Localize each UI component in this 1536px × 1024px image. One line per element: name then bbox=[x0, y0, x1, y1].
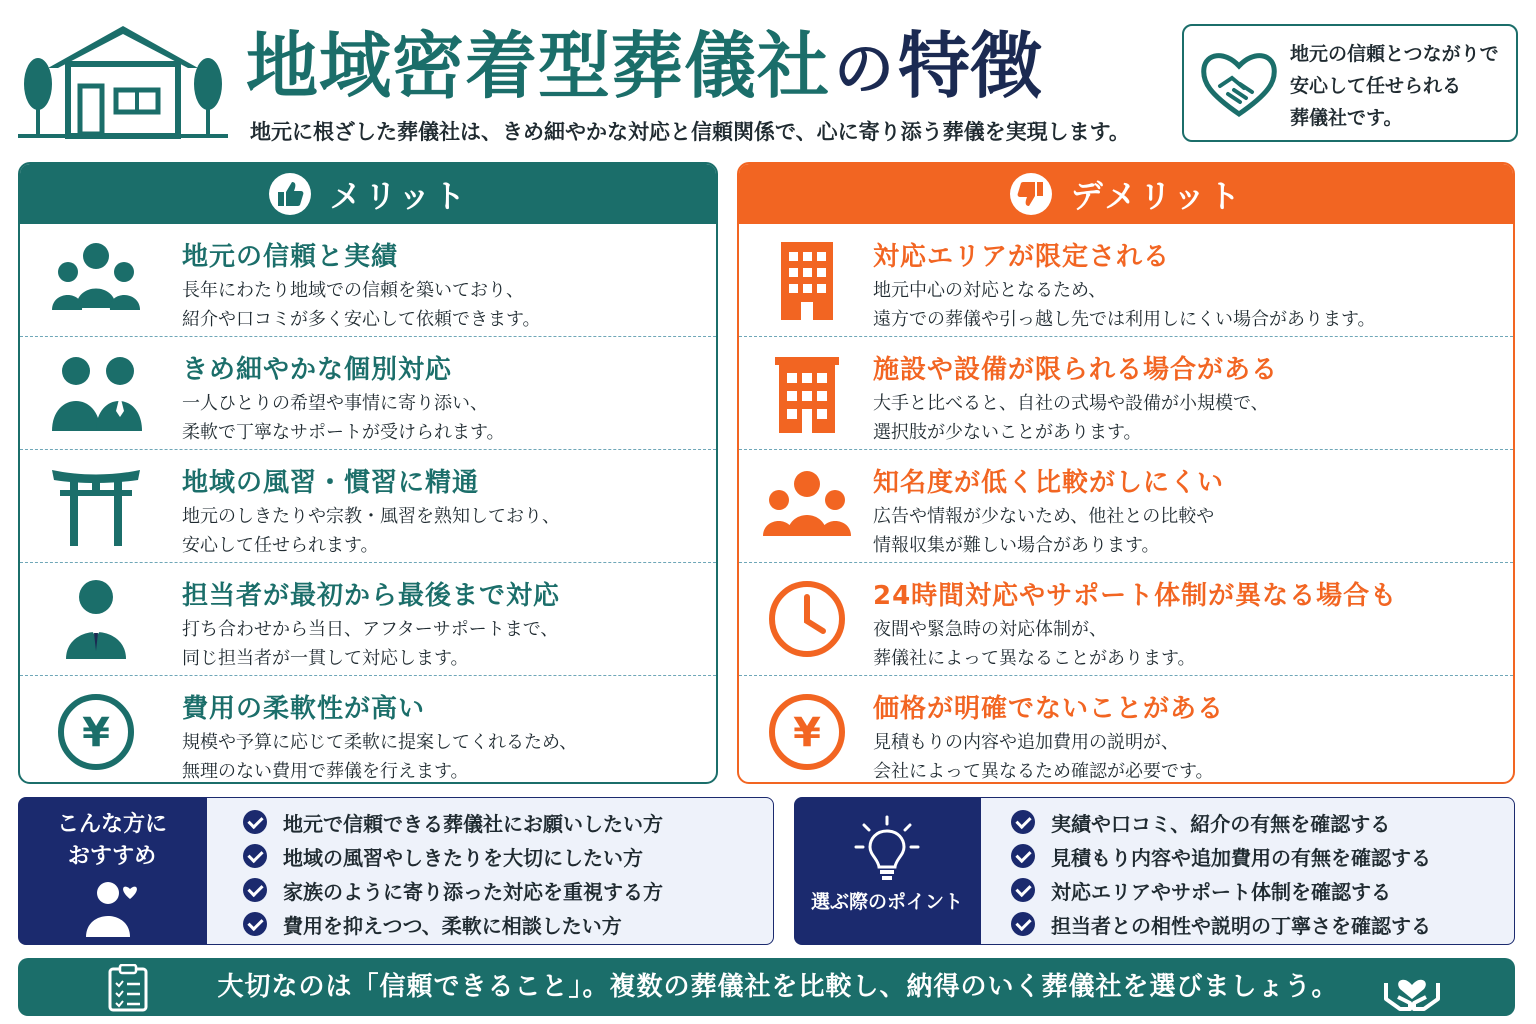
recommend-item-text: 家族のように寄り添った対応を重視する方 bbox=[283, 879, 663, 904]
check-circle-icon bbox=[1011, 912, 1035, 936]
merit-item bbox=[20, 450, 716, 563]
list-item bbox=[981, 873, 1514, 907]
recommend-box bbox=[18, 797, 774, 945]
check-circle-icon bbox=[1011, 844, 1035, 868]
check-circle-icon bbox=[1011, 810, 1035, 834]
recommend-item-text: 地元で信頼できる葬儀社にお願いしたい方 bbox=[283, 811, 663, 836]
trust-text: 地元の信頼とつながりで 安心して任せられる 葬儀社です。 bbox=[1290, 43, 1499, 129]
demerit-panel bbox=[737, 162, 1515, 784]
clipboard-checklist-icon bbox=[106, 964, 150, 1012]
recommend-list-box bbox=[206, 797, 774, 945]
demerit-item bbox=[739, 676, 1513, 784]
merit-item-title: 地元の信頼と実績 bbox=[182, 242, 399, 272]
list-item bbox=[207, 805, 773, 839]
demerit-item bbox=[739, 563, 1513, 676]
merit-item bbox=[20, 224, 716, 337]
recommend-label: こんな方に おすすめ bbox=[56, 812, 167, 869]
people-group-icon bbox=[761, 464, 853, 548]
recommend-item-text: 地域の風習やしきたりを大切にしたい方 bbox=[283, 845, 643, 870]
check-circle-icon bbox=[243, 810, 267, 834]
list-item bbox=[981, 839, 1514, 873]
points-box bbox=[794, 797, 1515, 945]
list-item bbox=[207, 873, 773, 907]
demerit-item-desc: 夜間や緊急時の対応体制が、 葬儀社によって異なることがあります。 bbox=[873, 619, 1196, 669]
lightbulb-icon bbox=[852, 815, 922, 885]
demerit-item bbox=[739, 224, 1513, 337]
demerit-item-title: 施設や設備が限られる場合がある bbox=[873, 355, 1279, 385]
staff-person-icon bbox=[50, 577, 142, 661]
demerit-item bbox=[739, 450, 1513, 563]
facility-icon bbox=[761, 351, 853, 435]
merit-heading: メリット bbox=[329, 177, 469, 215]
demerit-item-title: 24時間対応やサポート体制が異なる場合も bbox=[873, 581, 1398, 611]
title-emphasis: 特徴 bbox=[898, 24, 1043, 108]
merit-item bbox=[20, 563, 716, 676]
torii-gate-icon bbox=[50, 464, 142, 548]
person-heart-icon bbox=[84, 875, 144, 937]
demerit-heading: デメリット bbox=[1070, 177, 1244, 215]
recommend-list bbox=[207, 798, 773, 941]
demerit-item-desc: 地元中心の対応となるため、 遠方での葬儀や引っ越し先では利用しにくい場合があります。 bbox=[873, 280, 1376, 330]
merit-item-desc: 地元のしきたりや宗教・風習を熟知しており、 安心して任せられます。 bbox=[182, 506, 560, 556]
svg-text:¥: ¥ bbox=[82, 710, 110, 756]
footer-banner bbox=[18, 958, 1515, 1016]
header bbox=[0, 0, 1536, 158]
list-item bbox=[207, 839, 773, 873]
merit-item bbox=[20, 676, 716, 784]
demerit-header bbox=[739, 164, 1513, 224]
points-item-text: 担当者との相性や説明の丁寧さを確認する bbox=[1051, 913, 1431, 938]
merit-item-title: 費用の柔軟性が高い bbox=[182, 694, 426, 724]
merit-item-desc: 打ち合わせから当日、アフターサポートまで、 同じ担当者が一貫して対応します。 bbox=[182, 619, 559, 669]
merit-item-desc: 一人ひとりの希望や事情に寄り添い、 柔軟で丁寧なサポートが受けられます。 bbox=[182, 393, 505, 443]
demerit-item-desc: 大手と比べると、自社の式場や設備が小規模で、 選択肢が少ないことがあります。 bbox=[873, 393, 1269, 443]
demerit-item-desc: 広告や情報が少ないため、他社との比較や 情報収集が難しい場合があります。 bbox=[873, 506, 1215, 556]
building-icon bbox=[761, 238, 853, 322]
check-circle-icon bbox=[243, 912, 267, 936]
trust-callout bbox=[1182, 24, 1518, 142]
demerit-item-title: 知名度が低く比較がしにくい bbox=[873, 468, 1225, 498]
check-circle-icon bbox=[1011, 878, 1035, 902]
merit-header bbox=[20, 164, 716, 224]
thumbs-up-icon bbox=[268, 172, 312, 216]
points-item-text: 対応エリアやサポート体制を確認する bbox=[1051, 879, 1391, 904]
merit-item-desc: 規模や予算に応じて柔軟に提案してくれるため、 無理のない費用で葬儀を行えます。 bbox=[182, 732, 578, 782]
points-label: 選ぶ際のポイント bbox=[810, 891, 963, 913]
demerit-item-title: 価格が明確でないことがある bbox=[873, 694, 1225, 724]
handshake-heart-icon bbox=[1200, 48, 1278, 120]
merit-panel bbox=[18, 162, 718, 784]
list-item bbox=[207, 907, 773, 941]
svg-text:¥: ¥ bbox=[793, 710, 821, 756]
two-persons-icon bbox=[50, 351, 142, 435]
title-main: 地域密着型葬儀社 bbox=[246, 24, 831, 108]
demerit-item-title: 対応エリアが限定される bbox=[873, 242, 1171, 272]
points-side bbox=[794, 797, 980, 945]
house-with-trees-icon bbox=[18, 22, 228, 142]
merit-item-title: 担当者が最初から最後まで対応 bbox=[182, 581, 561, 611]
check-circle-icon bbox=[243, 878, 267, 902]
list-item bbox=[981, 805, 1514, 839]
title-particle: の bbox=[834, 35, 895, 105]
yen-coin-icon bbox=[761, 690, 853, 774]
points-item-text: 実績や口コミ、紹介の有無を確認する bbox=[1051, 811, 1391, 836]
merit-item bbox=[20, 337, 716, 450]
demerit-item bbox=[739, 337, 1513, 450]
points-list bbox=[981, 798, 1514, 941]
points-list-box bbox=[980, 797, 1515, 945]
merit-item-title: 地域の風習・慣習に精通 bbox=[182, 468, 480, 498]
merit-item-title: きめ細やかな個別対応 bbox=[182, 355, 453, 385]
merit-item-desc: 長年にわたり地域での信頼を築いており、 紹介や口コミが多く安心して依頼できます。 bbox=[182, 280, 541, 330]
page-title bbox=[246, 14, 1042, 110]
demerit-item-desc: 見積もりの内容や追加費用の説明が、 会社によって異なるため確認が必要です。 bbox=[873, 732, 1214, 782]
yen-coin-icon bbox=[50, 690, 142, 774]
footer-text: 大切なのは「信頼できること」。複数の葬儀社を比較し、納得のいく葬儀社を選びましょう。 bbox=[217, 972, 1339, 1002]
list-item bbox=[981, 907, 1514, 941]
clock-icon bbox=[761, 577, 853, 661]
thumbs-down-icon bbox=[1009, 172, 1053, 216]
points-item-text: 見積もり内容や追加費用の有無を確認する bbox=[1051, 845, 1431, 870]
people-group-icon bbox=[50, 238, 142, 322]
subtitle: 地元に根ざした葬儀社は、きめ細やかな対応と信頼関係で、心に寄り添う葬儀を実現します。 bbox=[250, 120, 1130, 144]
hands-heart-icon bbox=[1380, 963, 1444, 1011]
recommend-item-text: 費用を抑えつつ、柔軟に相談したい方 bbox=[283, 913, 622, 938]
recommend-side bbox=[18, 797, 206, 945]
check-circle-icon bbox=[243, 844, 267, 868]
